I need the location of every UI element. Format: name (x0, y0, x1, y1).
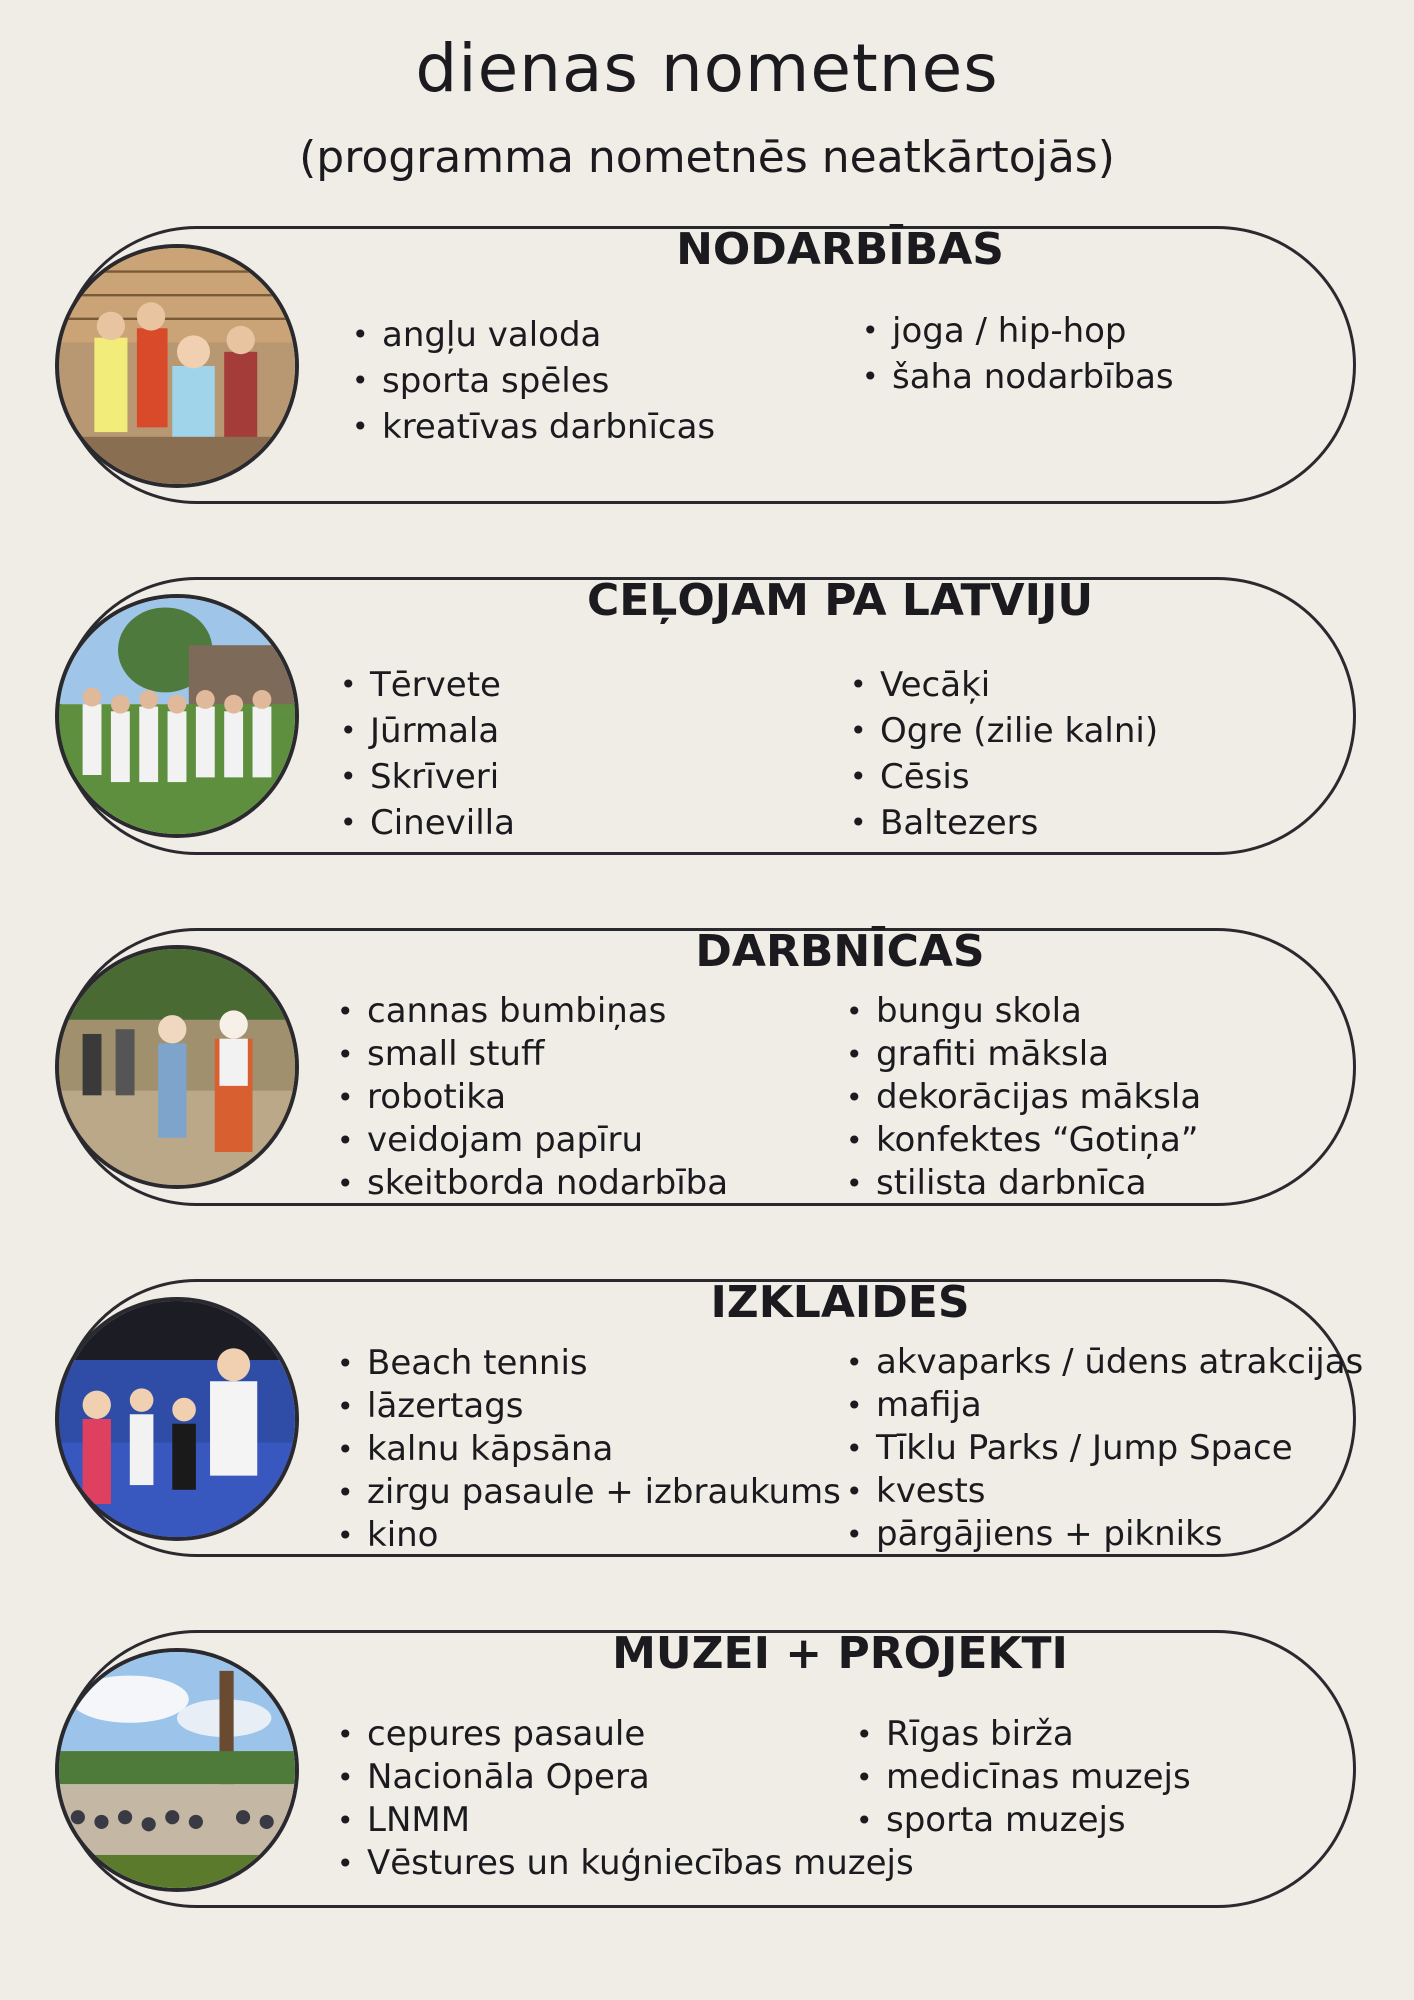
list-item: • Baltezers (850, 800, 1158, 846)
list-item: • Nacionāla Opera (337, 1756, 914, 1799)
list-item: • Cinevilla (340, 800, 515, 846)
section-heading: IZKLAIDES (710, 1277, 970, 1328)
section-heading: MUZEI + PROJEKTI (612, 1628, 1068, 1679)
list-item: • kalnu kāpsāna (337, 1428, 841, 1471)
list-item: • kino (337, 1514, 841, 1557)
list-item: • Rīgas birža (856, 1713, 1191, 1756)
list-item: • robotika (337, 1076, 728, 1119)
list-item: • sporta spēles (352, 358, 715, 404)
list-item: • bungu skola (846, 990, 1201, 1033)
workshop-list-right (846, 990, 1201, 1205)
destination-list-right (850, 662, 1158, 846)
list-item: • kreatīvas darbnīcas (352, 404, 715, 450)
list-item: • Beach tennis (337, 1342, 841, 1385)
photo-kids-library (55, 244, 299, 488)
page-title: dienas nometnes (415, 30, 999, 107)
activity-list-right (862, 308, 1174, 400)
list-item: • kvests (846, 1470, 1363, 1513)
activity-list-left (352, 312, 715, 450)
list-item: • dekorācijas māksla (846, 1076, 1201, 1119)
list-item: • LNMM (337, 1799, 914, 1842)
entertainment-list-left (337, 1342, 841, 1557)
section-heading: CEĻOJAM PA LATVIJU (586, 575, 1094, 626)
list-item: • konfektes “Gotiņa” (846, 1119, 1201, 1162)
section-heading: NODARBĪBAS (676, 224, 1004, 275)
section-heading: DARBNĪCAS (695, 926, 985, 977)
museum-list-left (337, 1713, 914, 1885)
photo-beach-tennis (55, 1297, 299, 1541)
list-item: • angļu valoda (352, 312, 715, 358)
list-item: • veidojam papīru (337, 1119, 728, 1162)
list-item: • lāzertags (337, 1385, 841, 1428)
list-item: • skeitborda nodarbība (337, 1162, 728, 1205)
list-item: • Vecāķi (850, 662, 1158, 708)
list-item: • Cēsis (850, 754, 1158, 800)
list-item: • Tīklu Parks / Jump Space (846, 1427, 1363, 1470)
list-item: • Tērvete (340, 662, 515, 708)
list-item: • Jūrmala (340, 708, 515, 754)
list-item: • Vēstures un kuģniecības muzejs (337, 1842, 914, 1885)
list-item: • Ogre (zilie kalni) (850, 708, 1158, 754)
entertainment-list-right (846, 1341, 1363, 1556)
list-item: • šaha nodarbības (862, 354, 1174, 400)
photo-group-outdoors (55, 594, 299, 838)
museum-list-right (856, 1713, 1191, 1842)
list-item: • sporta muzejs (856, 1799, 1191, 1842)
list-item: • cannas bumbiņas (337, 990, 728, 1033)
list-item: • cepures pasaule (337, 1713, 914, 1756)
list-item: • small stuff (337, 1033, 728, 1076)
list-item: • akvaparks / ūdens atrakcijas (846, 1341, 1363, 1384)
workshop-list-left (337, 990, 728, 1205)
list-item: • zirgu pasaule + izbraukums (337, 1471, 841, 1514)
list-item: • mafija (846, 1384, 1363, 1427)
list-item: • stilista darbnīca (846, 1162, 1201, 1205)
list-item: • grafiti māksla (846, 1033, 1201, 1076)
page-subtitle: (programma nometnēs neatkārtojās) (299, 132, 1115, 183)
destination-list-left (340, 662, 515, 846)
photo-workshop-folk (55, 945, 299, 1189)
list-item: • medicīnas muzejs (856, 1756, 1191, 1799)
photo-square-crowd (55, 1648, 299, 1892)
list-item: • Skrīveri (340, 754, 515, 800)
list-item: • joga / hip-hop (862, 308, 1174, 354)
list-item: • pārgājiens + pikniks (846, 1513, 1363, 1556)
